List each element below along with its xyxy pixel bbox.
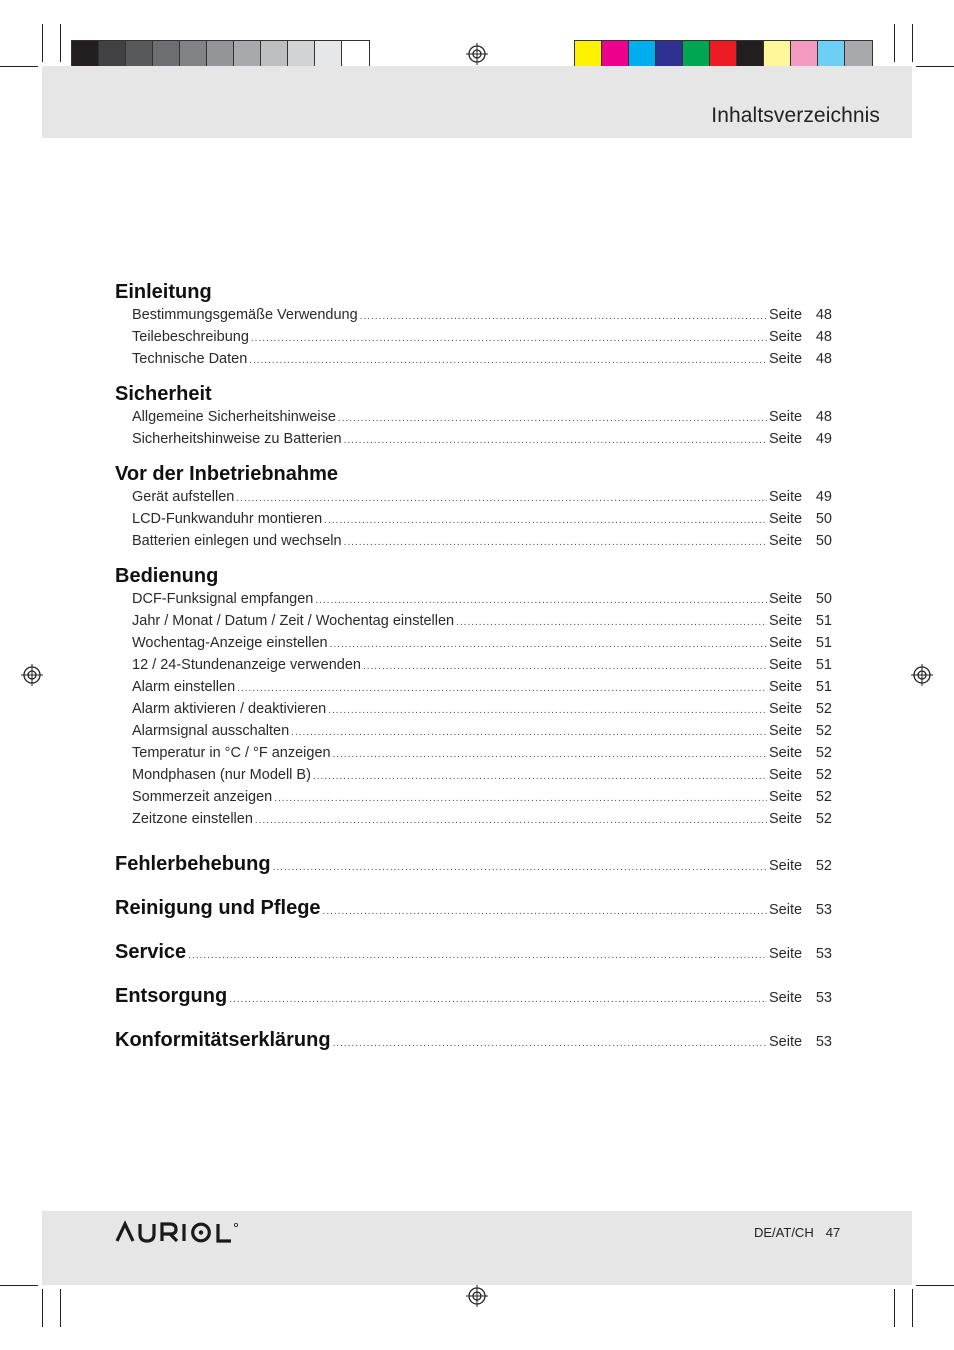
toc-dot-leader [363,656,767,678]
toc-dot-leader [236,488,767,510]
toc-dot-leader [291,722,767,744]
toc-entry[interactable] [115,654,832,676]
toc-main-entry[interactable] [115,930,832,974]
crop-mark [60,1289,61,1327]
color-swatch [818,41,845,68]
toc-section [115,462,832,552]
toc-entry[interactable] [115,348,832,370]
toc-dot-leader [344,430,767,452]
toc-entry-label: Teilebeschreibung [132,329,249,345]
toc-seite-label: Seite [769,701,803,717]
toc-page-number: 52 [815,723,832,739]
footer-page-info [754,1225,840,1240]
crop-mark [894,24,895,62]
color-swatch [845,41,872,68]
toc-dot-leader [344,532,767,554]
toc-entry[interactable] [115,508,832,530]
toc-entry-label: Konformitätserklärung [115,1029,331,1051]
toc-page-number: 48 [815,409,832,425]
toc-seite-label: Seite [769,431,803,447]
toc-entry[interactable] [115,808,832,830]
toc-page-number: 51 [815,657,832,673]
color-swatch [656,41,683,68]
toc-seite-label: Seite [769,767,803,783]
toc-entry[interactable] [115,326,832,348]
toc-seite-label: Seite [769,723,803,739]
toc-page-number: 49 [815,431,832,447]
toc-page-number: 51 [815,679,832,695]
toc-section-title[interactable]: Vor der Inbetriebnahme [115,463,339,485]
crop-mark [894,1289,895,1327]
toc-dot-leader [274,788,767,810]
color-swatch [315,41,342,68]
toc-entry[interactable] [115,304,832,326]
toc-seite-label: Seite [769,1034,803,1050]
toc-entry-label: Sicherheitshinweise zu Batterien [132,431,342,447]
toc-seite-label: Seite [769,990,803,1006]
toc-entry[interactable] [115,406,832,428]
toc-page-number: 50 [815,591,832,607]
toc-seite-label: Seite [769,811,803,827]
toc-entry-label: DCF-Funksignal empfangen [132,591,314,607]
toc-entry-label: 12 / 24-Stundenanzeige verwenden [132,657,361,673]
color-swatch [764,41,791,68]
toc-seite-label: Seite [769,635,803,651]
registration-mark-icon [911,664,933,686]
toc-dot-leader [323,890,767,934]
color-swatch [629,41,656,68]
registration-mark-icon [21,664,43,686]
toc-entry-label: Zeitzone einstellen [132,811,253,827]
footer-page-number: 47 [825,1225,841,1240]
toc-entry[interactable] [115,742,832,764]
color-swatch [737,41,764,68]
toc-page-number: 51 [815,635,832,651]
toc-entry[interactable] [115,428,832,450]
crop-mark [916,66,954,67]
toc-dot-leader [333,1022,767,1066]
crop-mark [42,1289,43,1327]
toc-seite-label: Seite [769,351,803,367]
auriol-logo [115,1219,250,1247]
toc-seite-label: Seite [769,902,803,918]
grayscale-color-bar [71,40,370,69]
toc-entry-label: Wochentag-Anzeige einstellen [132,635,328,651]
toc-page-number: 52 [815,767,832,783]
toc-entry-label: Reinigung und Pflege [115,897,321,919]
color-swatch [207,41,234,68]
footer-region: DE/AT/CH [754,1225,814,1240]
toc-dot-leader [188,934,767,978]
toc-page-number: 52 [815,701,832,717]
crop-mark [912,24,913,62]
color-swatch [683,41,710,68]
toc-dot-leader [324,510,767,532]
toc-entry[interactable] [115,720,832,742]
toc-seite-label: Seite [769,511,803,527]
toc-page-number: 49 [815,489,832,505]
toc-page-number: 48 [815,329,832,345]
color-swatch [710,41,737,68]
toc-section [115,564,832,830]
toc-page-number: 50 [815,533,832,549]
toc-page-number: 52 [815,745,832,761]
toc-dot-leader [229,978,767,1022]
toc-seite-label: Seite [769,533,803,549]
registration-mark-icon [466,43,488,65]
toc-entry[interactable] [115,676,832,698]
toc-seite-label: Seite [769,789,803,805]
toc-entry-label: Temperatur in °C / °F anzeigen [132,745,331,761]
color-swatch [72,41,99,68]
toc-seite-label: Seite [769,679,803,695]
toc-entry-label: LCD-Funkwanduhr montieren [132,511,323,527]
toc-dot-leader [237,678,767,700]
color-swatch [288,41,315,68]
toc-entry-label: Jahr / Monat / Datum / Zeit / Wochentag einstellen [132,613,455,629]
toc-dot-leader [456,612,767,634]
toc-seite-label: Seite [769,745,803,761]
toc-entry[interactable] [115,786,832,808]
toc-seite-label: Seite [769,591,803,607]
toc-main-entry[interactable] [115,974,832,1018]
color-swatch [180,41,207,68]
color-swatch [791,41,818,68]
toc-section [115,280,832,370]
toc-dot-leader [273,846,767,890]
color-swatch [126,41,153,68]
toc-dot-leader [313,766,767,788]
toc-page-number: 53 [815,946,832,962]
toc-seite-label: Seite [769,613,803,629]
page-title: Inhaltsverzeichnis [711,104,880,127]
toc-entry-label: Batterien einlegen und wechseln [132,533,342,549]
table-of-contents [115,280,832,1062]
color-swatch [575,41,602,68]
toc-entry-label: Service [115,941,187,963]
toc-seite-label: Seite [769,657,803,673]
toc-page-number: 50 [815,511,832,527]
toc-entry-label: Bestimmungsgemäße Verwendung [132,307,358,323]
color-swatch [602,41,629,68]
toc-dot-leader [315,590,767,612]
color-swatch [153,41,180,68]
toc-entry[interactable] [115,486,832,508]
toc-entry-label: Gerät aufstellen [132,489,235,505]
toc-seite-label: Seite [769,489,803,505]
toc-entry[interactable] [115,610,832,632]
toc-page-number: 53 [815,1034,832,1050]
toc-entry-label: Alarm aktivieren / deaktivieren [132,701,327,717]
toc-dot-leader [328,700,767,722]
toc-seite-label: Seite [769,307,803,323]
toc-seite-label: Seite [769,409,803,425]
crop-mark [0,1285,38,1286]
crop-mark [916,1285,954,1286]
toc-page-number: 48 [815,307,832,323]
toc-entry-label: Entsorgung [115,985,228,1007]
toc-entry[interactable] [115,632,832,654]
toc-section-title[interactable]: Bedienung [115,565,219,587]
toc-dot-leader [360,306,767,328]
toc-entry[interactable] [115,588,832,610]
toc-dot-leader [255,810,767,832]
process-color-bar [574,40,873,69]
color-swatch [342,41,369,68]
toc-dot-leader [249,350,767,372]
toc-page-number: 52 [815,811,832,827]
toc-dot-leader [251,328,767,350]
toc-main-entry[interactable] [115,842,832,886]
toc-entry-label: Fehlerbehebung [115,853,271,875]
registration-mark-icon [466,1285,488,1307]
crop-mark [60,24,61,62]
toc-page-number: 52 [815,858,832,874]
toc-page-number: 51 [815,613,832,629]
toc-seite-label: Seite [769,858,803,874]
toc-main-entry[interactable] [115,886,832,930]
toc-entry-label: Alarmsignal ausschalten [132,723,290,739]
crop-mark [0,66,38,67]
toc-section [115,382,832,450]
toc-seite-label: Seite [769,946,803,962]
crop-mark [912,1289,913,1327]
toc-dot-leader [333,744,767,766]
toc-page-number: 52 [815,789,832,805]
toc-entry-label: Mondphasen (nur Modell B) [132,767,311,783]
toc-section-title[interactable]: Sicherheit [115,383,212,405]
toc-dot-leader [338,408,767,430]
toc-entry[interactable] [115,764,832,786]
toc-page-number: 48 [815,351,832,367]
crop-mark [42,24,43,62]
toc-entry-label: Sommerzeit anzeigen [132,789,273,805]
toc-entry-label: Alarm einstellen [132,679,236,695]
toc-entry[interactable] [115,530,832,552]
color-swatch [99,41,126,68]
color-swatch [261,41,288,68]
toc-seite-label: Seite [769,329,803,345]
toc-page-number: 53 [815,990,832,1006]
toc-entry[interactable] [115,698,832,720]
toc-section-title[interactable]: Einleitung [115,281,212,303]
toc-dot-leader [330,634,767,656]
color-swatch [234,41,261,68]
toc-entry-label: Allgemeine Sicherheitshinweise [132,409,336,425]
toc-main-entry[interactable] [115,1018,832,1062]
toc-entry-label: Technische Daten [132,351,248,367]
toc-page-number: 53 [815,902,832,918]
